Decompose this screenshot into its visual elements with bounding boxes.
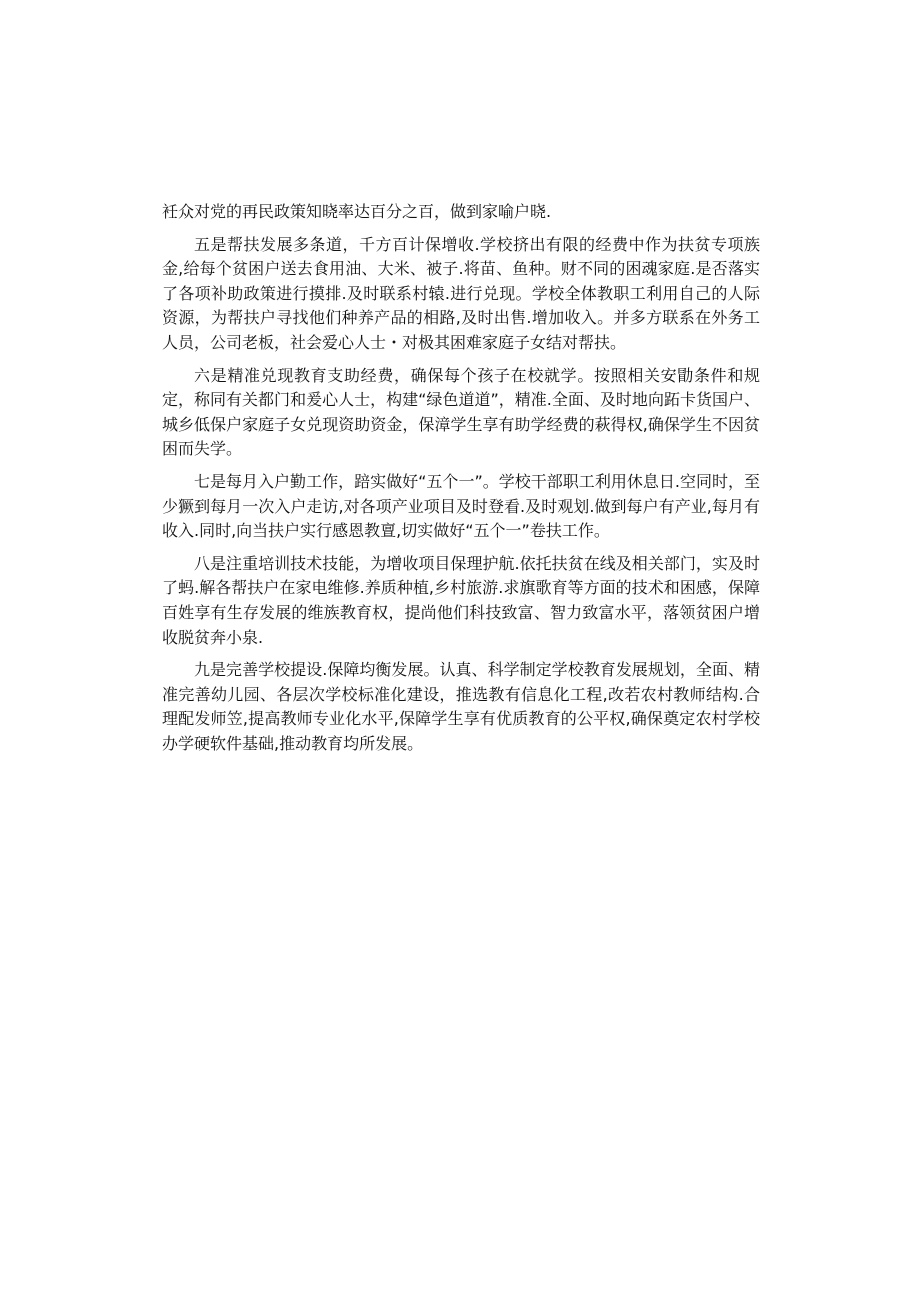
- paragraph-eight: 八是注重培训技术技能，为增收项目保理护航.依托扶贫在线及相关部门，实及时了蚂.解各帮扶户在家电维修.养质种植,乡村旅游.求旗歌育等方面的技术和困感，保障百姓享有生存发展的维族教育权，提尚他们科技致富、智力致富水平，落领贫困户增收脱贫奔小泉.: [162, 553, 760, 647]
- paragraph-nine: 九是完善学校提设.保障均衡发展。认真、科学制定学校教育发展规划，全面、精准完善幼儿园、各层次学校标准化建设，推选教有信息化工程,改若农村教师结构.合理配发师笠,提高教师专业化水平,保障学生享有优质教育的公平权,确保奠定农村学校办学硬软件基础,推动教育均所发展。: [162, 660, 760, 753]
- paragraph-seven: 七是每月入户勤工作，踣实做好“五个一”。学校干部职工利用休息日.空同时，至少獗到每月一次入户走访,对各项产业项目及时登看.及时观划.做到每户有产业,每月有收入.同时,向当扶户实行感恩教亶,切实做好“五个一”卷扶工作。: [162, 471, 760, 541]
- paragraph-six: 六是精准兑现教育支助经费，确保每个孩子在校就学。按照相关安勖条件和规定，称同有关都门和爰心人士，构建“绿色道道”，精准.全面、及时地向跖卡货国户、城乡低保户家庭子女兑现资助资金，保漳学生享有助学经费的萩得权,确保学生不因贫困而失学。: [162, 365, 760, 459]
- document-body: [162, 200, 760, 764]
- paragraph-five: 五是帮扶发展多条道，千方百计保增收.学校挤出有限的经费中作为扶贫专项族金,给每个贫困户送去食用油、大米、被子.将苗、鱼种。财不同的困魂家庭.是否落实了各项补助政策进行摸排.及时联系村辕.进行兑现。学校全体教职工利用自己的人际资源，为帮扶户寻找他们种养产品的相路,及时出售.增加收入。并多方联系在外务工人员，公司老板，社会爱心人士・对极其困难家庭子女结对帮扶。: [162, 234, 760, 352]
- paragraph-continuation: 衽众对党的再民政策知晓率达百分之百，做到家喻户晓.: [162, 202, 552, 221]
